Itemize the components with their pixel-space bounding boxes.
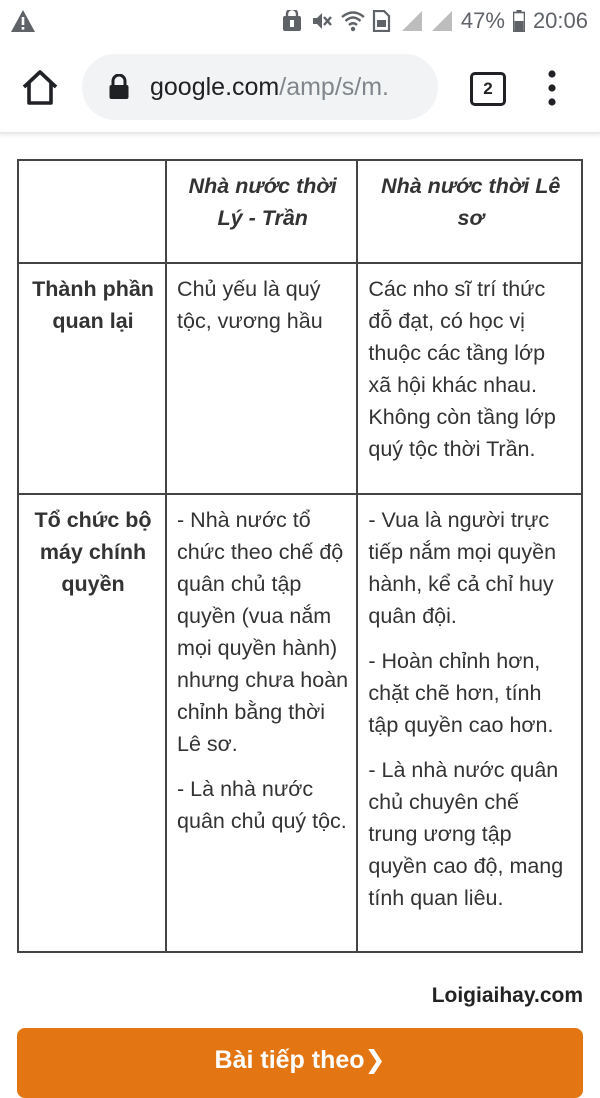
header-le-so: Nhà nước thời Lê sơ (357, 160, 582, 263)
table-cell (166, 494, 357, 952)
cell-text: - Là nhà nước quân chủ chuyên chế trung ương tập quyền cao độ, mang tính quan liêu. (368, 758, 564, 910)
wifi-icon (341, 10, 363, 32)
url-text[interactable] (150, 73, 389, 102)
comparison-table (17, 159, 583, 953)
table-header-row (18, 160, 582, 263)
clock: 20:06 (532, 8, 588, 33)
header-ly-tran: Nhà nước thời Lý - Trần (166, 160, 357, 263)
row-label: Thành phần quan lại (18, 263, 166, 494)
address-bar[interactable] (82, 54, 438, 120)
cell-text: - Hoàn chỉnh hơn, chặt chẽ hơn, tính tập quyền cao hơn. (368, 649, 554, 737)
site-brand: Loigiaihay.com (431, 984, 583, 1007)
signal-icon (401, 10, 423, 32)
lock-icon[interactable] (108, 74, 130, 100)
header-cell-empty (18, 160, 166, 263)
chevron-right-icon: ❯ (364, 1046, 386, 1074)
vpn-lock-icon (281, 10, 303, 32)
table-row (18, 494, 582, 952)
browser-toolbar (0, 42, 600, 134)
battery-icon (513, 10, 525, 32)
table-cell (357, 263, 582, 494)
mute-icon (311, 10, 333, 32)
more-menu-icon[interactable] (540, 68, 564, 108)
cell-text: Chủ yếu là quý tộc, vương hầu (177, 277, 323, 333)
cell-text: Các nho sĩ trí thức đỗ đạt, có học vị thuộc các tầng lớp xã hội khác nhau. Không còn tầng lớp quý tộc thời Trần. (368, 277, 556, 461)
signal-icon (431, 10, 453, 32)
warning-icon (10, 8, 36, 34)
home-icon[interactable] (18, 66, 62, 110)
url-path: /amp/s/m. (279, 72, 389, 101)
table-cell (166, 263, 357, 494)
cell-text: - Vua là người trực tiếp nắm mọi quyền hành, kể cả chỉ huy quân đội. (368, 508, 557, 628)
cell-text: - Nhà nước tổ chức theo chế độ quân chủ tập quyền (vua nắm mọi quyền hành) nhưng chưa hoàn chỉnh bằng thời Lê sơ. (177, 508, 349, 756)
url-domain: google.com (150, 72, 280, 101)
sim-card-icon (371, 10, 393, 32)
next-lesson-label: Bài tiếp theo (214, 1046, 365, 1074)
table-cell (357, 494, 582, 952)
cell-text: - Là nhà nước quân chủ quý tộc. (177, 777, 347, 833)
row-label: Tổ chức bộ máy chính quyền (18, 494, 166, 952)
status-bar (0, 0, 600, 42)
tab-switcher-button[interactable]: 2 (470, 72, 506, 106)
battery-percent: 47% (460, 8, 505, 33)
next-lesson-button[interactable] (17, 1028, 583, 1098)
table-row (18, 263, 582, 494)
